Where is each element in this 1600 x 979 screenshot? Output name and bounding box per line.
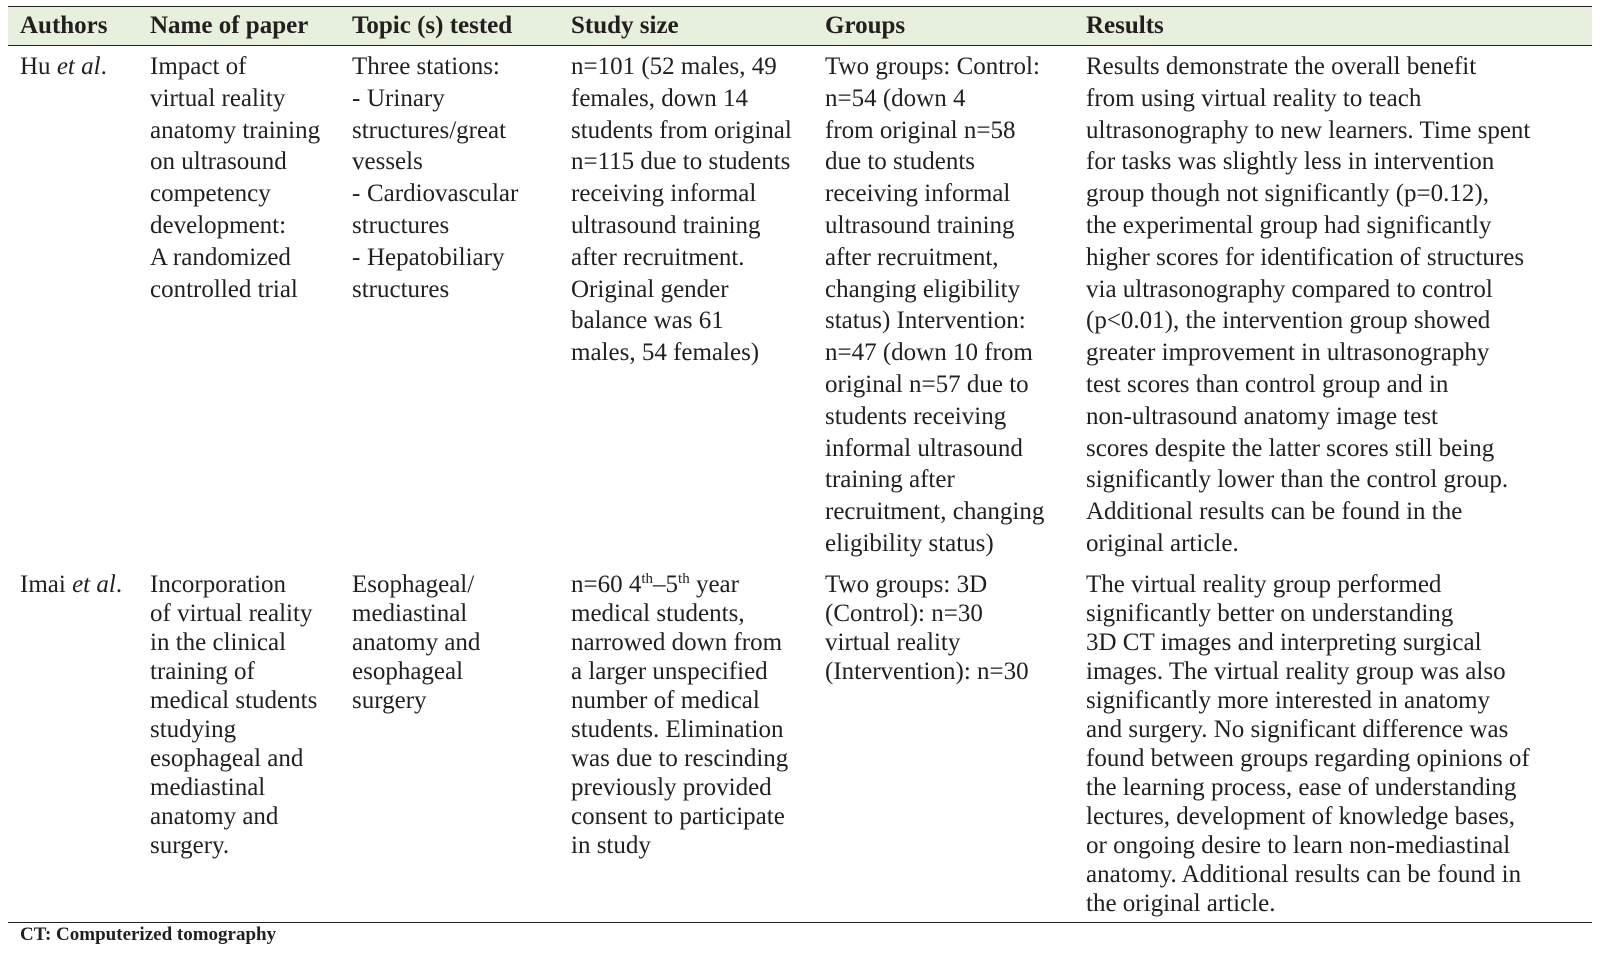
cell-line: status) Intervention: [825,307,1026,335]
cell-line: Esophageal/ [352,570,475,598]
cell-line: the experimental group had significantly [1086,211,1492,239]
cell-paper-name [138,564,340,923]
cell-line: (p<0.01), the intervention group showed [1086,307,1491,335]
cell-line: and surgery. No significant difference was [1086,715,1509,743]
author-et-al: et al [56,53,101,80]
cell-line: on ultrasound [150,148,287,176]
header-results: Results [1074,7,1592,46]
cell-line: n=115 due to students [571,148,791,176]
cell-line: recruitment, changing [825,498,1045,526]
cell-line: due to students [825,148,975,176]
cell-groups [813,564,1074,923]
cell-paper-name [138,46,340,564]
cell-line: ultrasonography to new learners. Time spent [1086,116,1531,144]
cell-line: Original gender [571,275,729,303]
topic-item-continuation: structures/great [352,116,507,144]
topic-item-label: Cardiovascular [367,180,519,208]
header-groups: Groups [813,7,1074,46]
cell-line: in the clinical [150,628,287,656]
cell-results [1074,46,1592,564]
topic-item-label: Hepatobiliary [367,243,505,271]
cell-line: found between groups regarding opinions of [1086,744,1530,772]
cell-line: males, 54 females) [571,339,760,367]
size-sup-2: th [678,570,690,587]
study-size-first-line [571,570,813,599]
cell-line: or ongoing desire to learn non-mediastinal [1086,831,1511,859]
cell-line: test scores than control group and in [1086,370,1449,398]
dash-bullet: - [352,180,361,208]
cell-line: n=47 (down 10 from [825,339,1033,367]
cell-line: higher scores for identification of structures [1086,243,1525,271]
size-text-a: n=60 4 [571,570,642,598]
cell-line: significantly lower than the control group. [1086,466,1509,494]
cell-line: in study [571,831,651,859]
cell-line: The virtual reality group performed [1086,570,1442,598]
cell-line: changing eligibility [825,275,1021,303]
cell-line: Impact of [150,53,247,80]
topic-list [352,83,559,306]
cell-line: narrowed down from [571,628,783,656]
cell-authors [8,564,138,923]
cell-line: students receiving [825,402,1007,430]
cell-line: group though not significantly (p=0.12), [1086,180,1489,208]
cell-topics [340,46,559,564]
size-text-c: year [689,570,739,598]
cell-line: anatomy and [150,802,279,830]
author-period: . [115,570,123,598]
author-name: Imai [20,570,66,598]
cell-line: informal ultrasound [825,434,1023,462]
size-text-b: –5 [653,570,679,598]
cell-line: after recruitment. [571,243,745,271]
cell-line: ultrasound training [571,211,761,239]
cell-line: anatomy training [150,116,321,144]
cell-line: students. Elimination [571,715,784,743]
cell-line: of virtual reality [150,599,313,627]
dash-bullet: - [352,84,361,112]
topic-item-continuation: vessels [352,148,423,176]
cell-line: consent to participate [571,802,785,830]
cell-line: balance was 61 [571,307,724,335]
dash-bullet: - [352,243,361,271]
cell-line: scores despite the latter scores still being [1086,434,1495,462]
size-sup-1: th [641,570,654,587]
cell-results [1074,564,1592,923]
study-size-rest [571,599,813,860]
topic-item-label: Urinary [367,84,445,112]
author-et-al: et al [72,570,116,598]
author-period: . [100,53,107,80]
topic-intro: Three stations: [352,53,500,80]
cell-line: Two groups: Control: [825,53,1040,80]
topic-item-continuation: structures [352,275,450,303]
cell-line: after recruitment, [825,243,999,271]
cell-line: previously provided [571,773,772,801]
author-name: Hu [20,53,51,80]
header-authors: Authors [8,7,138,46]
topic-item [352,83,559,115]
cell-line: anatomy. Additional results can be found in [1086,860,1522,888]
cell-line: n=54 (down 4 [825,84,966,112]
cell-groups [813,46,1074,564]
cell-line: n=101 (52 males, 49 [571,53,777,80]
cell-authors [8,46,138,564]
cell-line: development: [150,211,287,239]
cell-line: esophageal [352,657,464,685]
table-footnote: CT: Computerized tomography [20,924,277,945]
cell-line: females, down 14 [571,84,749,112]
cell-line: 3D CT images and interpreting surgical [1086,628,1482,656]
cell-topics [340,564,559,923]
cell-line: competency [150,180,271,208]
cell-line: the original article. [1086,889,1276,917]
cell-line: ultrasound training [825,211,1015,239]
cell-line: greater improvement in ultrasonography [1086,339,1490,367]
cell-line: controlled trial [150,275,298,303]
literature-table [8,6,1592,923]
table-row [8,564,1592,923]
cell-line: medical students [150,686,318,714]
cell-line: for tasks was slightly less in intervention [1086,148,1495,176]
cell-line: surgery [352,686,427,714]
topic-item [352,242,559,274]
cell-line: from original n=58 [825,116,1016,144]
cell-line: was due to rescinding [571,744,789,772]
cell-line: original article. [1086,529,1239,557]
cell-line: from using virtual reality to teach [1086,84,1422,112]
cell-line: lectures, development of knowledge bases, [1086,802,1516,830]
cell-line: medical students, [571,599,745,627]
topic-item-continuation: structures [352,211,450,239]
cell-line: esophageal and [150,744,304,772]
cell-line: training of [150,657,255,685]
cell-line: original n=57 due to [825,370,1029,398]
cell-line: A randomized [150,243,291,271]
cell-line: virtual reality [825,628,961,656]
cell-study-size [559,46,813,564]
cell-line: the learning process, ease of understanding [1086,773,1517,801]
cell-line: receiving informal [825,180,1011,208]
cell-line: (Control): n=30 [825,599,983,627]
cell-line: Results demonstrate the overall benefit [1086,53,1477,80]
cell-line: a larger unspecified [571,657,768,685]
cell-line: anatomy and [352,628,481,656]
cell-line: number of medical [571,686,760,714]
cell-line: virtual reality [150,84,286,112]
table-header-row [8,7,1592,46]
cell-line: students from original [571,116,792,144]
table-row [8,46,1592,564]
cell-line: via ultrasonography compared to control [1086,275,1493,303]
cell-line: Incorporation [150,570,287,598]
cell-study-size [559,564,813,923]
cell-line: receiving informal [571,180,757,208]
cell-line: studying [150,715,237,743]
cell-line: training after [825,466,955,494]
literature-table-container [8,6,1592,923]
topic-item [352,178,559,210]
cell-line: surgery. [150,831,230,859]
header-name-of-paper: Name of paper [138,7,340,46]
cell-line: significantly better on understanding [1086,599,1454,627]
header-topics-tested: Topic (s) tested [340,7,559,46]
cell-line: mediastinal [352,599,468,627]
cell-line: Additional results can be found in the [1086,498,1463,526]
cell-line: non-ultrasound anatomy image test [1086,402,1439,430]
cell-line: images. The virtual reality group was also [1086,657,1506,685]
header-study-size: Study size [559,7,813,46]
cell-line: mediastinal [150,773,266,801]
cell-line: (Intervention): n=30 [825,657,1029,685]
cell-line: eligibility status) [825,529,994,557]
cell-line: Two groups: 3D [825,570,988,598]
cell-line: significantly more interested in anatomy [1086,686,1491,714]
